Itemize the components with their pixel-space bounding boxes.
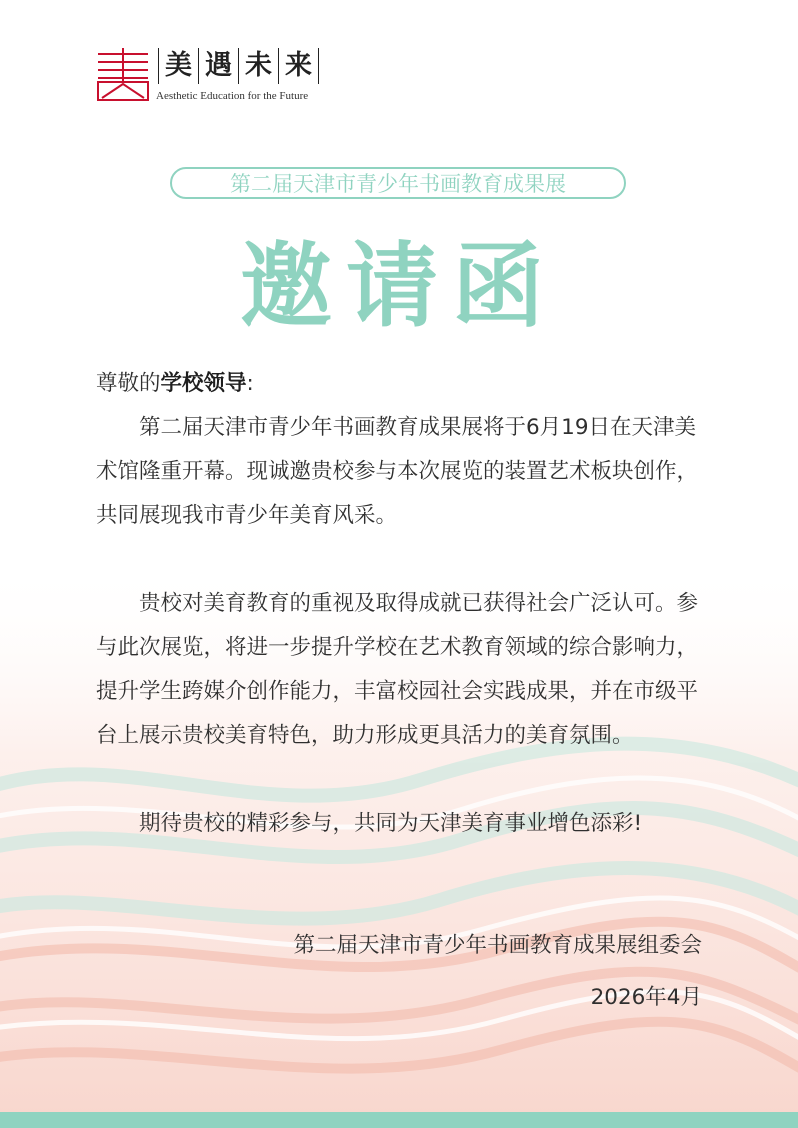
- event-title-pill: 第二届天津市青少年书画教育成果展: [170, 167, 626, 199]
- salutation-suffix: :: [246, 371, 254, 396]
- logo-mark-icon: [96, 46, 150, 102]
- brand-char: 遇: [198, 48, 238, 84]
- salutation-prefix: 尊敬的: [96, 371, 161, 396]
- invitation-heading: 邀请函: [239, 233, 558, 340]
- bottom-accent-bar: [0, 1112, 798, 1128]
- paragraph-intro: 第二届天津市青少年书画教育成果展将于6月19日在天津美术馆隆重开幕。现诚邀贵校参与本次展览的装置艺术板块创作，共同展现我市青少年美育风采。: [96, 415, 699, 528]
- paragraph-gap: [96, 758, 716, 802]
- paragraph-gap: [96, 538, 716, 582]
- paragraph-closing: 期待贵校的精彩参与，共同为天津美育事业增色添彩!: [139, 811, 643, 836]
- paragraph-benefits: 贵校对美育教育的重视及取得成就已获得社会广泛认可。参与此次展览，将进一步提升学校在艺术教育领域的综合影响力，提升学生跨媒介创作能力，丰富校园社会实践成果，并在市级平台上展示贵校美育特色，助力形成更具活力的美育氛围。: [96, 591, 699, 748]
- brand-char: 未: [238, 48, 278, 84]
- signature-organizer: 第二届天津市青少年书画教育成果展组委会: [293, 933, 702, 958]
- brand-char: 美: [158, 48, 198, 84]
- brand-name: [158, 48, 319, 84]
- salutation-recipient: 学校领导: [160, 371, 247, 396]
- salutation: [96, 362, 716, 406]
- letter-body: [96, 362, 716, 846]
- brand-char: 来: [278, 48, 319, 84]
- brand-subtitle: Aesthetic Education for the Future: [156, 90, 309, 102]
- signature-date: 2026年4月: [590, 985, 702, 1010]
